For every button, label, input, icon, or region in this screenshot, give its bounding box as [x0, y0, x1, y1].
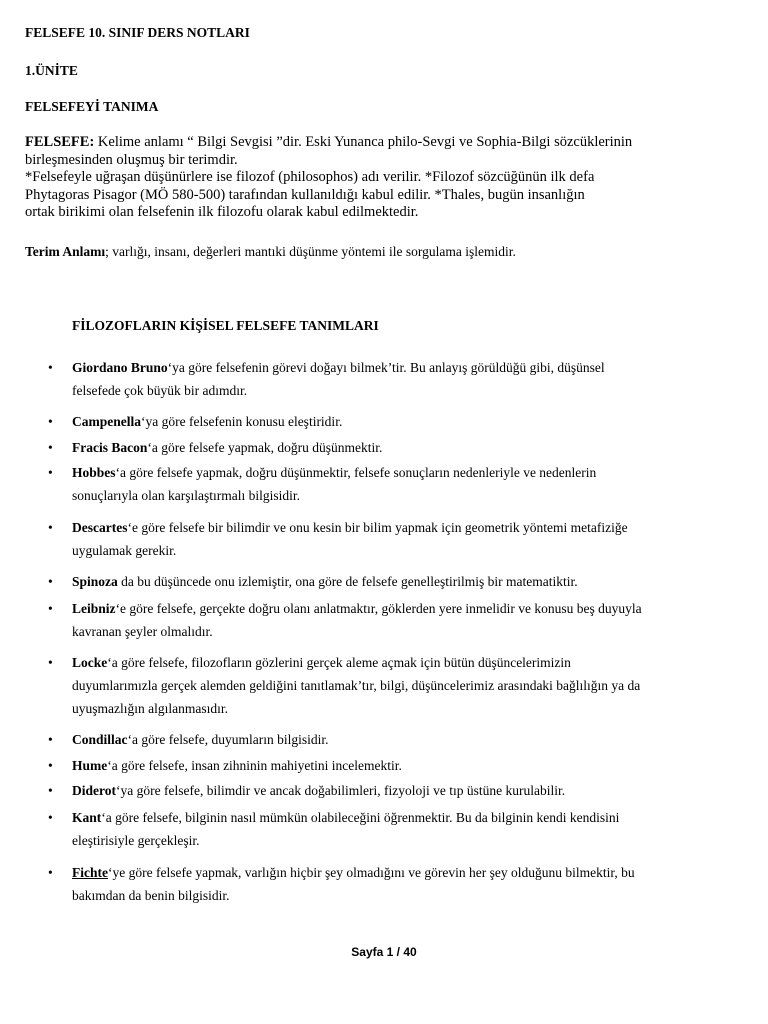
- unit-heading: 1.ÜNİTE: [25, 63, 78, 78]
- bullet-icon: •: [48, 360, 53, 375]
- philosopher-name: Fichte: [72, 865, 108, 880]
- philosopher-name: Spinoza: [72, 574, 118, 589]
- bullet-icon: •: [48, 655, 53, 670]
- bullet-icon: •: [48, 758, 53, 773]
- intro-line: FELSEFE: Kelime anlamı “ Bilgi Sevgisi ”dir. Eski Yunanca philo-Sevgi ve Sophia-Bilgi sözcüklerinin: [25, 134, 633, 150]
- philosopher-name: Fracis Bacon: [72, 440, 148, 455]
- intro-line: *Felsefeyle uğraşan düşünürlere ise filozof (philosophos) adı verilir. *Filozof sözcüğünün ilk defa: [25, 169, 595, 185]
- intro-line: Phytagoras Pisagor (MÖ 580-500) tarafından kullanıldığı kabul edilir. *Thales, bugün insanlığın: [25, 186, 585, 203]
- bullet-icon: •: [48, 865, 53, 880]
- bullet-icon: •: [48, 601, 53, 616]
- philosopher-name: Diderot: [72, 783, 116, 798]
- bullet-icon: •: [48, 574, 53, 589]
- list-item: • Spinoza da bu düşüncede onu izlemiştir, ona göre de felsefe genelleştirilmiş bir matematiktir.: [72, 570, 740, 593]
- list-item: • Fichte‘ye göre felsefe yapmak, varlığın hiçbir şey olmadığını ve görevin her şey olduğunu bilmektir, bu bakımdan da benin bilgisidir.: [72, 861, 740, 907]
- bullet-icon: •: [48, 783, 53, 798]
- list-item: • Hume‘a göre felsefe, insan zihninin mahiyetini incelemektir.: [72, 754, 740, 777]
- bullet-icon: •: [48, 732, 53, 747]
- list-item: • Leibniz‘e göre felsefe, gerçekte doğru olanı anlatmaktır, göklerden yere inmelidir ve konusu beş duyuyla kavranan şeyler olmalıdır.: [72, 597, 740, 643]
- bullet-icon: •: [48, 520, 53, 535]
- list-item: • Fracis Bacon‘a göre felsefe yapmak, doğru düşünmektir.: [72, 436, 740, 459]
- bullet-icon: •: [48, 810, 53, 825]
- philosopher-name: Kant: [72, 810, 102, 825]
- philosopher-name: Campenella: [72, 414, 141, 429]
- term-definition-text: ; varlığı, insanı, değerleri mantıki düşünme yöntemi ile sorgulama işlemidir.: [105, 244, 516, 259]
- philosopher-name: Descartes: [72, 520, 128, 535]
- list-item: • Hobbes‘a göre felsefe yapmak, doğru düşünmektir, felsefe sonuçların nedenleriyle ve nedenlerin sonuçlarıyla olan karşılaştırmalı bilgisidir.: [72, 461, 740, 507]
- philosopher-name: Leibniz: [72, 601, 116, 616]
- list-item: • Campenella‘ya göre felsefenin konusu eleştiridir.: [72, 410, 740, 433]
- philosopher-name: Hobbes: [72, 465, 116, 480]
- philosopher-name: Giordano Bruno: [72, 360, 168, 375]
- page-number: Sayfa 1 / 40: [351, 945, 417, 959]
- intro-line: birleşmesinden oluşmuş bir terimdir.: [25, 151, 238, 168]
- term-definition: [25, 243, 516, 260]
- list-item: • Descartes‘e göre felsefe bir bilimdir ve onu kesin bir bilim yapmak için geometrik yöntemi metafiziğe uygulamak gerekir.: [72, 516, 740, 562]
- list-item: • Diderot‘ya göre felsefe, bilimdir ve ancak doğabilimleri, fizyoloji ve tıp üstüne kurulabilir.: [72, 779, 740, 802]
- list-item: • Condillac‘a göre felsefe, duyumların bilgisidir.: [72, 728, 740, 751]
- list-item: • Giordano Bruno‘ya göre felsefenin görevi doğayı bilmek’tir. Bu anlayış görüldüğü gibi, düşünsel felsefede çok büyük bir adımdır.: [72, 356, 740, 402]
- philosopher-name: Locke: [72, 655, 108, 670]
- intro-term: FELSEFE:: [25, 134, 95, 150]
- intro-line: ortak birikimi olan felsefenin ilk filozofu olarak kabul edilmektedir.: [25, 204, 419, 220]
- bullet-icon: •: [48, 440, 53, 455]
- bullet-icon: •: [48, 414, 53, 429]
- philosopher-name: Hume: [72, 758, 108, 773]
- philosophers-section-title: FİLOZOFLARIN KİŞİSEL FELSEFE TANIMLARI: [72, 318, 379, 333]
- term-definition-label: Terim Anlamı: [25, 244, 106, 259]
- philosopher-name: Condillac: [72, 732, 128, 747]
- intro-paragraph: [25, 134, 725, 222]
- list-item: • Locke‘a göre felsefe, filozofların gözlerini gerçek aleme açmak için bütün düşüncelerimizin duyumlarımızla gerçek alemden geldiğini tanıtlamak’tır, bilgi, düşüncelerimiz arasındaki bağlılığın ya da uyuşmazlığın algılanmasıdır.: [72, 651, 740, 720]
- list-item: • Kant‘a göre felsefe, bilginin nasıl mümkün olabileceğini öğrenmektir. Bu da bilginin kendi kendisini eleştirisiyle gerçekleşir.: [72, 806, 740, 852]
- bullet-icon: •: [48, 465, 53, 480]
- section-heading: FELSEFEYİ TANIMA: [25, 99, 159, 114]
- document-title: FELSEFE 10. SINIF DERS NOTLARI: [25, 25, 250, 40]
